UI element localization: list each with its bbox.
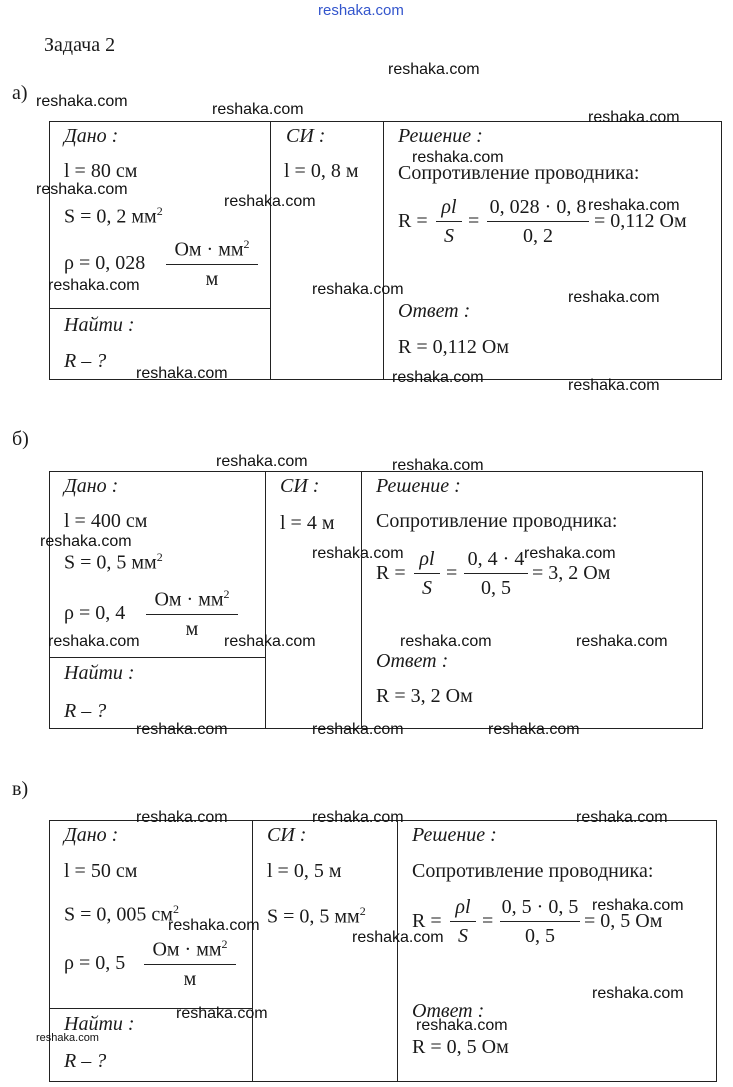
watermark-text: reshaka.com bbox=[168, 917, 260, 934]
part-c-divider-1 bbox=[252, 820, 253, 1082]
task-title: Задача 2 bbox=[44, 34, 116, 56]
part-b-divider-2 bbox=[361, 471, 362, 729]
part-b-formula-fraction: ρl S bbox=[414, 548, 440, 599]
part-a-divider-given bbox=[49, 308, 270, 309]
watermark-text: reshaka.com bbox=[488, 721, 580, 738]
part-c-si-area: S = 0, 5 $мм^2$ bbox=[267, 904, 366, 928]
part-b-si-length: l = 4 м bbox=[280, 512, 335, 534]
watermark-text: reshaka.com bbox=[388, 61, 480, 78]
part-a-given-length: l = 80 см bbox=[64, 160, 138, 182]
watermark-text: reshaka.com bbox=[312, 809, 404, 826]
part-c-given-resistivity: ρ = 0, 5 bbox=[64, 952, 126, 974]
part-a-find-heading: Найти : bbox=[64, 314, 135, 336]
part-c-resistance-intro: Сопротивление проводника: bbox=[412, 860, 654, 882]
part-b-find-unknown: R – ? bbox=[64, 700, 107, 722]
part-a-resistivity-unit: Ом · $мм^2$ м bbox=[166, 233, 258, 290]
part-a-calc-fraction: 0, 028 · 0, 8 0, 2 bbox=[487, 196, 589, 247]
watermark-text: reshaka.com bbox=[212, 101, 304, 118]
part-c-result: = 0, 5 Ом bbox=[584, 910, 663, 932]
part-c-answer: R = 0, 5 Ом bbox=[412, 1036, 509, 1058]
part-c-formula-fraction: ρl S bbox=[450, 896, 476, 947]
watermark-text: reshaka.com bbox=[576, 633, 668, 650]
part-c-si-length: l = 0, 5 м bbox=[267, 860, 342, 882]
watermark-text: reshaka.com bbox=[592, 897, 684, 914]
watermark-text: reshaka.com bbox=[224, 633, 316, 650]
part-b-calc-fraction: 0, 4 · 4 0, 5 bbox=[464, 548, 528, 599]
watermark-text: reshaka.com bbox=[312, 545, 404, 562]
part-b-answer-heading: Ответ : bbox=[376, 650, 449, 672]
watermark-text: reshaka.com bbox=[576, 809, 668, 826]
part-a-divider-2 bbox=[383, 121, 384, 380]
part-a-resistance-intro: Сопротивление проводника: bbox=[398, 162, 640, 184]
part-a-formula-eq: = bbox=[468, 210, 480, 232]
part-a-answer-heading: Ответ : bbox=[398, 300, 471, 322]
watermark-text: reshaka.com bbox=[48, 277, 140, 294]
watermark-text: reshaka.com bbox=[568, 289, 660, 306]
watermark-text: reshaka.com bbox=[36, 181, 128, 198]
part-a-table bbox=[49, 121, 722, 380]
part-c-resistivity-unit: Ом · $мм^2$ м bbox=[144, 933, 236, 990]
part-b-result: = 3, 2 Ом bbox=[532, 562, 611, 584]
part-b-given-length: l = 400 см bbox=[64, 510, 148, 532]
watermark-text: reshaka.com bbox=[176, 1005, 268, 1022]
watermark-text: reshaka.com bbox=[400, 633, 492, 650]
part-c-formula-lhs: R = bbox=[412, 910, 442, 932]
part-b-divider-1 bbox=[265, 471, 266, 729]
part-c-given-area: S = 0, 005 $см^2$ bbox=[64, 902, 179, 926]
part-b-answer: R = 3, 2 Ом bbox=[376, 685, 473, 707]
watermark-text: reshaka.com bbox=[392, 369, 484, 386]
part-a-solution-heading: Решение : bbox=[398, 125, 483, 147]
watermark-text: reshaka.com bbox=[412, 149, 504, 166]
watermark-text: reshaka.com bbox=[36, 93, 128, 110]
watermark-text: reshaka.com bbox=[312, 721, 404, 738]
watermark-text: reshaka.com bbox=[216, 453, 308, 470]
watermark-text: reshaka.com bbox=[48, 633, 140, 650]
part-b-solution-heading: Решение : bbox=[376, 475, 461, 497]
watermark-text: reshaka.com bbox=[524, 545, 616, 562]
part-a-si-length: l = 0, 8 м bbox=[284, 160, 359, 182]
part-b-resistance-intro: Сопротивление проводника: bbox=[376, 510, 618, 532]
part-b-find-heading: Найти : bbox=[64, 662, 135, 684]
part-b-formula-lhs: R = bbox=[376, 562, 406, 584]
part-a-si-heading: СИ : bbox=[286, 125, 326, 147]
part-a-given-resistivity: ρ = 0, 028 bbox=[64, 252, 146, 274]
part-c-find-unknown: R – ? bbox=[64, 1050, 107, 1072]
part-a-answer: R = 0,112 Ом bbox=[398, 336, 509, 358]
watermark-text: reshaka.com bbox=[592, 985, 684, 1002]
watermark-text: reshaka.com bbox=[224, 193, 316, 210]
part-a-divider-1 bbox=[270, 121, 271, 380]
part-c-given-length: l = 50 см bbox=[64, 860, 138, 882]
part-a-find-unknown: R – ? bbox=[64, 350, 107, 372]
part-b-given-area: S = 0, 5 $мм^2$ bbox=[64, 550, 163, 574]
part-c-divider-2 bbox=[397, 820, 398, 1082]
part-a-formula-lhs: R = bbox=[398, 210, 428, 232]
part-c-calc-fraction: 0, 5 · 0, 5 0, 5 bbox=[501, 896, 579, 947]
part-b-divider-given bbox=[49, 657, 265, 658]
part-a-given-heading: Дано : bbox=[64, 125, 119, 147]
part-c-formula-eq: = bbox=[482, 910, 494, 932]
part-c-find-heading: Найти : bbox=[64, 1013, 135, 1035]
part-b-given-resistivity: ρ = 0, 4 bbox=[64, 602, 126, 624]
watermark-text: reshaka.com bbox=[588, 197, 680, 214]
watermark-text: reshaka.com bbox=[312, 281, 404, 298]
watermark-text: reshaka.com bbox=[392, 457, 484, 474]
site-header-link[interactable]: reshaka.com bbox=[318, 2, 404, 19]
part-b-given-heading: Дано : bbox=[64, 475, 119, 497]
part-label-c: в) bbox=[12, 778, 29, 800]
watermark-text: reshaka.com bbox=[136, 721, 228, 738]
part-label-b: б) bbox=[12, 428, 29, 450]
watermark-text: reshaka.com bbox=[40, 533, 132, 550]
part-c-si-heading: СИ : bbox=[267, 824, 307, 846]
part-b-resistivity-unit: Ом · $мм^2$ м bbox=[146, 583, 238, 640]
watermark-text: reshaka.com bbox=[416, 1017, 508, 1034]
part-b-si-heading: СИ : bbox=[280, 475, 320, 497]
part-c-answer-heading: Ответ : bbox=[412, 1000, 485, 1022]
part-label-a: а) bbox=[12, 82, 28, 104]
part-c-solution-heading: Решение : bbox=[412, 824, 497, 846]
part-c-given-heading: Дано : bbox=[64, 824, 119, 846]
part-b-formula-eq: = bbox=[446, 562, 458, 584]
watermark-text: reshaka.com bbox=[36, 1032, 99, 1044]
part-a-result: = 0,112 Ом bbox=[594, 210, 687, 232]
watermark-text: reshaka.com bbox=[568, 377, 660, 394]
watermark-text: reshaka.com bbox=[136, 809, 228, 826]
watermark-text: reshaka.com bbox=[136, 365, 228, 382]
watermark-text: reshaka.com bbox=[588, 109, 680, 126]
part-a-formula-fraction: ρl S bbox=[436, 196, 462, 247]
watermark-text: reshaka.com bbox=[352, 929, 444, 946]
part-a-given-area: S = 0, 2 $мм^2$ bbox=[64, 204, 163, 228]
